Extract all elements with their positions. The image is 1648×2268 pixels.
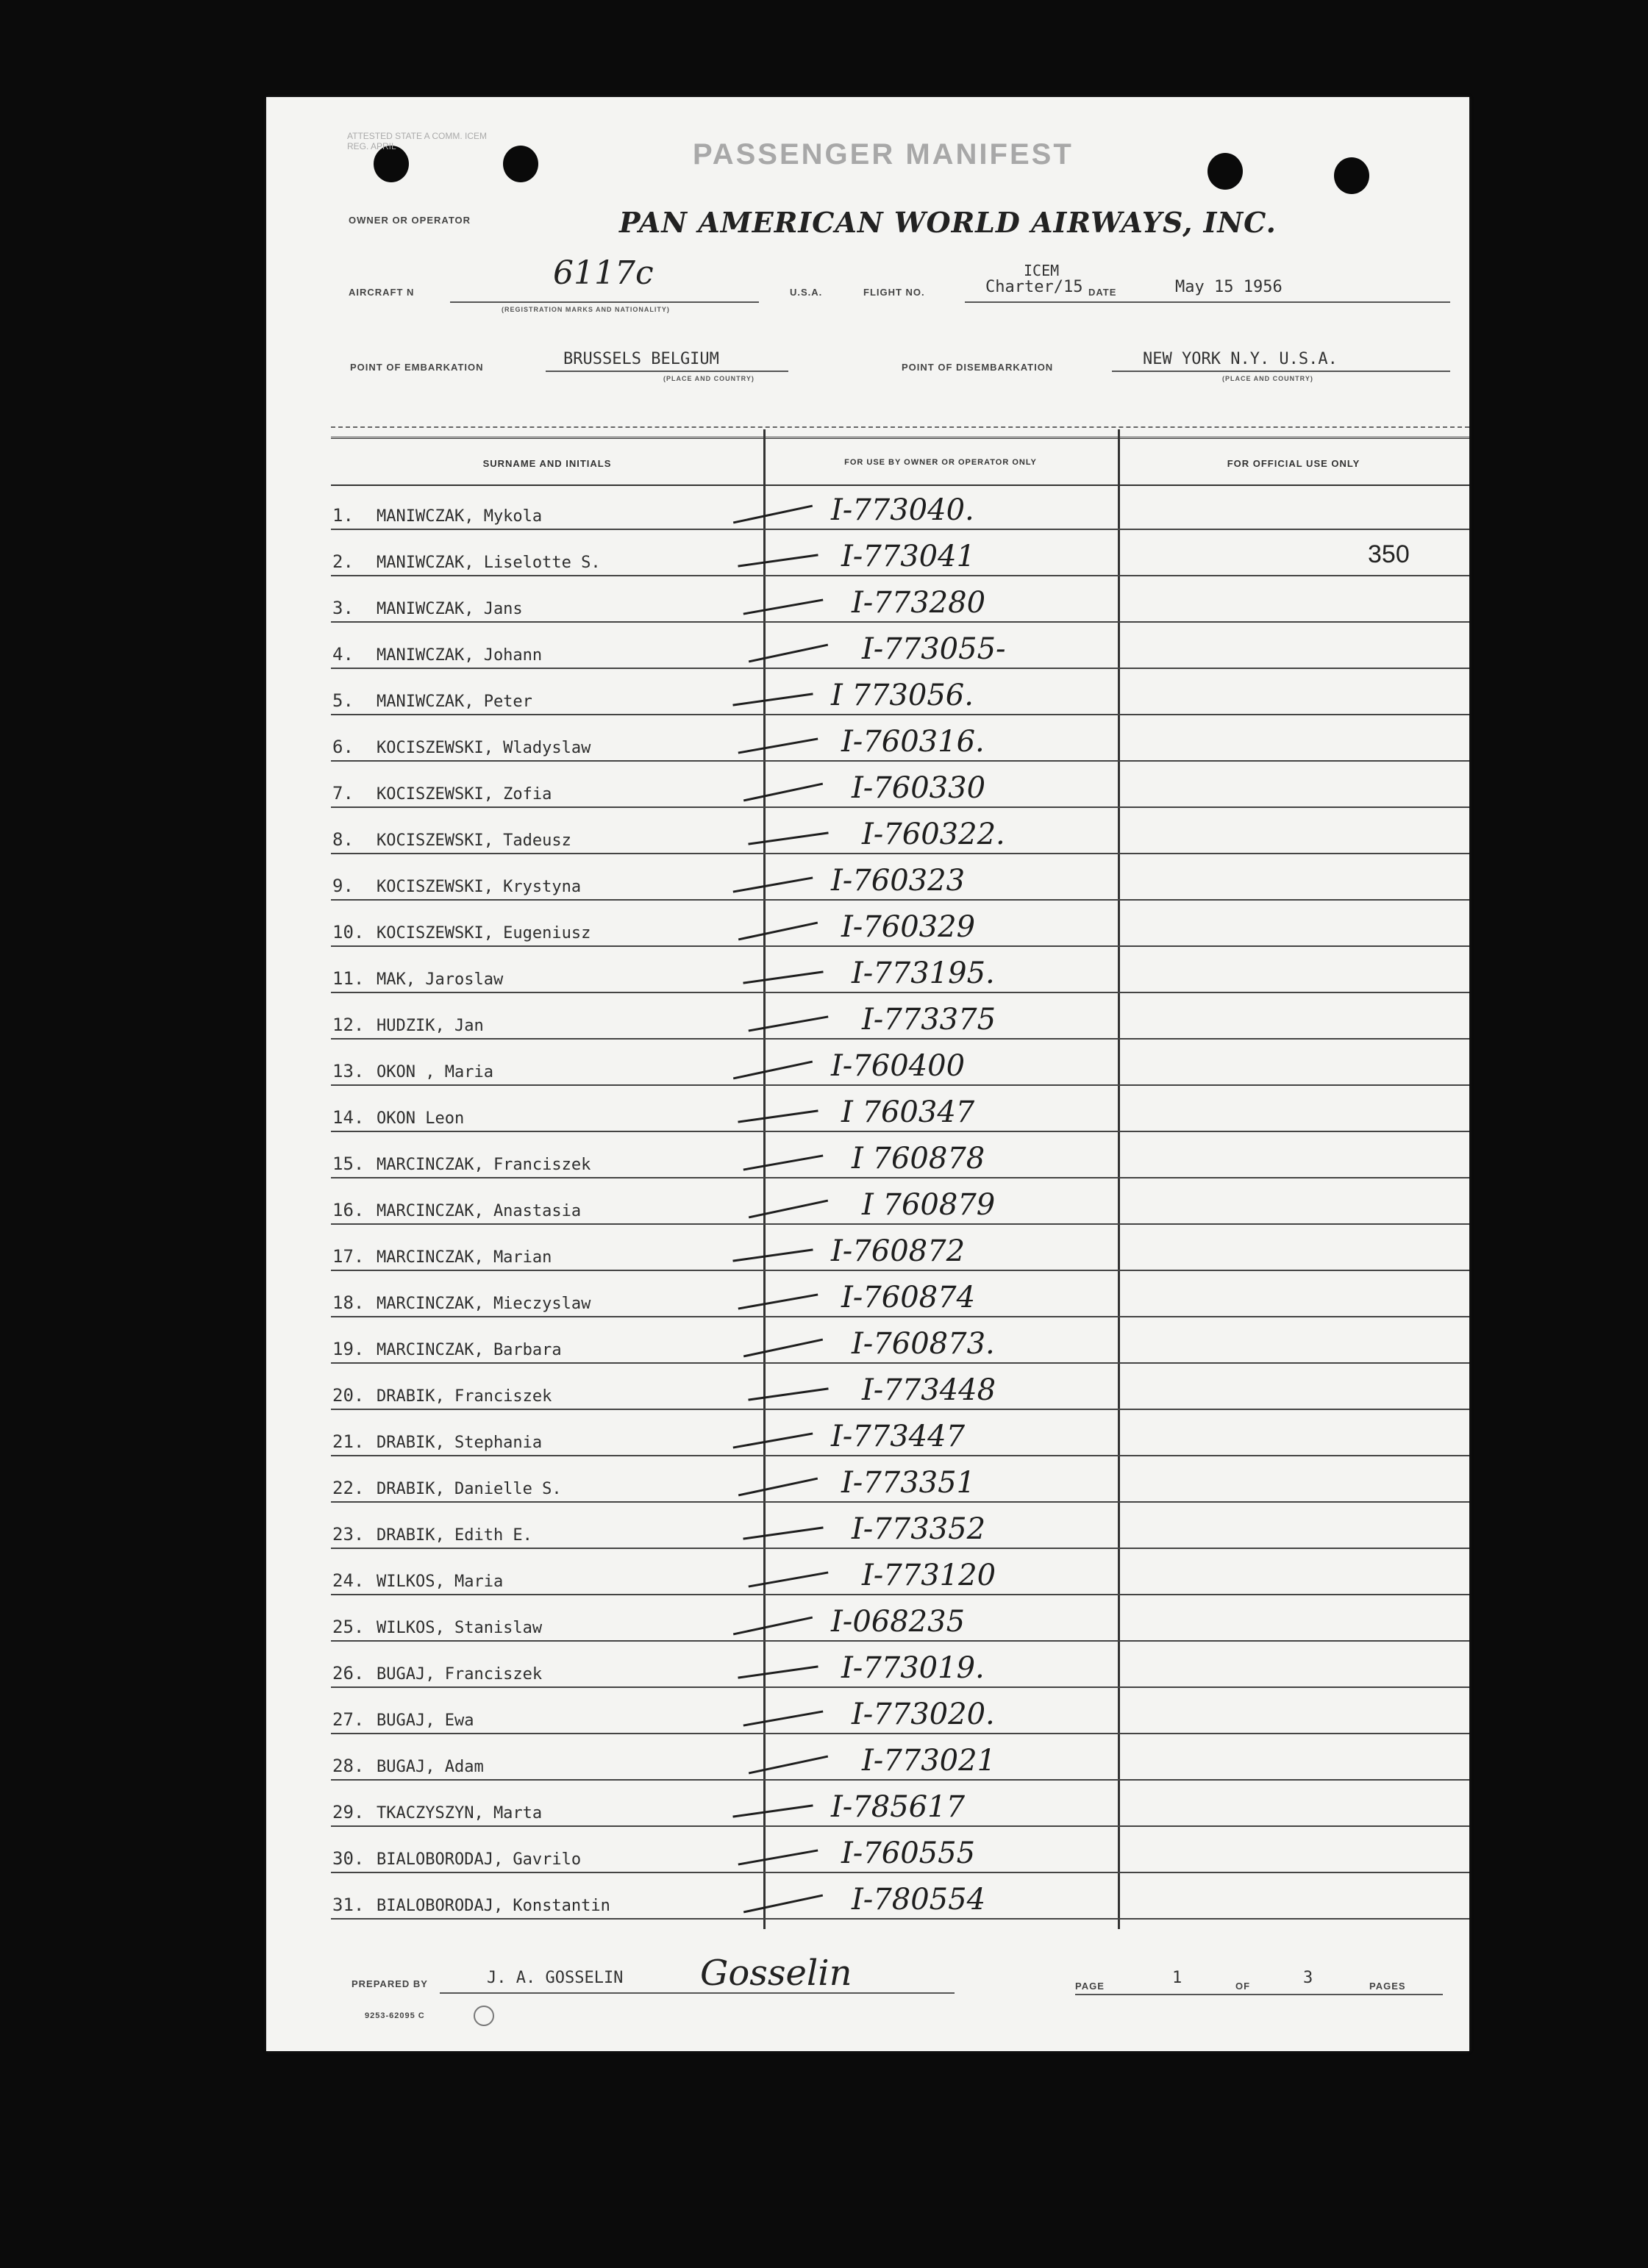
- passenger-name: DRABIK, Franciszek: [377, 1387, 552, 1406]
- check-mark-icon: [733, 1061, 813, 1080]
- row-number: 21.: [332, 1431, 365, 1452]
- table-row: [331, 1316, 1469, 1364]
- prepared-label: PREPARED BY: [352, 1978, 428, 1989]
- row-number: 14.: [332, 1107, 365, 1128]
- signature: Gosselin: [700, 1953, 852, 1994]
- row-number: 12.: [332, 1015, 365, 1035]
- check-mark-icon: [732, 1804, 813, 1817]
- check-mark-icon: [733, 1432, 813, 1448]
- passenger-name: MARCINCZAK, Marian: [377, 1248, 552, 1267]
- pages-label: PAGES: [1369, 1981, 1406, 1992]
- ticket-number: I-773447: [831, 1420, 966, 1453]
- ticket-number: I-760874: [841, 1281, 976, 1314]
- table-row: [331, 1177, 1469, 1225]
- row-number: 24.: [332, 1570, 365, 1591]
- row-number: 23.: [332, 1524, 365, 1545]
- passenger-name: BIALOBORODAJ, Konstantin: [377, 1897, 610, 1915]
- ticket-number: I-068235: [831, 1605, 966, 1639]
- page-value: 1: [1172, 1969, 1183, 1987]
- passenger-name: MANIWCZAK, Mykola: [377, 507, 543, 526]
- usa-label: U.S.A.: [790, 287, 823, 298]
- table-row: [331, 714, 1469, 762]
- check-mark-icon: [738, 1665, 818, 1678]
- passenger-name: BUGAJ, Franciszek: [377, 1665, 543, 1684]
- row-number: 2.: [332, 551, 354, 572]
- ticket-number: I-773280: [852, 586, 986, 620]
- passenger-name: DRABIK, Edith E.: [377, 1526, 532, 1545]
- punch-hole: [1208, 153, 1243, 190]
- passenger-name: MARCINCZAK, Anastasia: [377, 1202, 582, 1220]
- ticket-number: I-760330: [852, 771, 986, 805]
- ticket-number: I-773351: [841, 1466, 976, 1500]
- row-number: 28.: [332, 1756, 365, 1776]
- ticket-number: I-760555: [841, 1836, 976, 1870]
- check-mark-icon: [743, 1339, 823, 1358]
- ticket-number: I-760329: [841, 910, 976, 944]
- check-mark-icon: [738, 737, 818, 754]
- form-code: 9253-62095 C: [365, 2011, 425, 2020]
- disembark-label: POINT OF DISEMBARKATION: [902, 362, 1054, 373]
- ticket-number: I-780554: [852, 1883, 986, 1917]
- embark-value: BRUSSELS BELGIUM: [563, 350, 719, 368]
- aircraft-underline: [450, 301, 759, 303]
- punch-hole: [503, 146, 538, 182]
- ticket-number: I-773375: [862, 1003, 996, 1037]
- table-row: [331, 1640, 1469, 1688]
- table-row: [331, 1223, 1469, 1271]
- column-header: SURNAME AND INITIALS: [482, 458, 612, 469]
- table-row: [331, 1084, 1469, 1132]
- ticket-number: I-760873.: [852, 1327, 995, 1361]
- row-number: 26.: [332, 1663, 365, 1684]
- ticket-number: I-760872: [831, 1234, 966, 1268]
- passenger-name: HUDZIK, Jan: [377, 1017, 484, 1035]
- ticket-number: I-760322.: [862, 818, 1005, 851]
- page-underline: [1075, 1994, 1443, 1995]
- table-row: [331, 760, 1469, 808]
- table-row: [331, 529, 1469, 576]
- ticket-number: I 760879: [862, 1188, 996, 1222]
- page-title: PASSENGER MANIFEST: [693, 138, 1074, 171]
- aircraft-sub: (REGISTRATION MARKS AND NATIONALITY): [502, 306, 670, 313]
- row-number: 6.: [332, 737, 354, 757]
- check-mark-icon: [733, 876, 813, 892]
- check-mark-icon: [749, 1756, 828, 1775]
- ticket-number: I 760878: [852, 1142, 985, 1176]
- table-row: [331, 1872, 1469, 1920]
- check-mark-icon: [738, 1849, 818, 1865]
- passenger-name: MANIWCZAK, Peter: [377, 693, 532, 711]
- table-row: [331, 1131, 1469, 1178]
- table-row: [331, 1362, 1469, 1410]
- row-number: 3.: [332, 598, 354, 618]
- ticket-number: I-773041: [841, 540, 976, 573]
- ticket-number: I-773352: [852, 1512, 986, 1546]
- manifest-sheet: [266, 97, 1469, 2051]
- embark-sub: (PLACE AND COUNTRY): [663, 375, 755, 382]
- row-number: 20.: [332, 1385, 365, 1406]
- check-mark-icon: [748, 831, 828, 845]
- row-number: 4.: [332, 644, 354, 665]
- row-number: 9.: [332, 876, 354, 896]
- row-number: 1.: [332, 505, 354, 526]
- column-header: FOR OFFICIAL USE ONLY: [1227, 458, 1360, 469]
- passenger-name: WILKOS, Stanislaw: [377, 1619, 543, 1637]
- check-mark-icon: [743, 970, 823, 984]
- table-row: [331, 1733, 1469, 1781]
- check-mark-icon: [738, 1109, 818, 1123]
- check-mark-icon: [738, 1478, 818, 1497]
- check-mark-icon: [743, 1154, 824, 1170]
- ticket-number: I-773021: [862, 1744, 996, 1778]
- table-row: [331, 1038, 1469, 1086]
- flight-value: Charter/15: [985, 278, 1083, 296]
- table-row: [331, 1548, 1469, 1595]
- check-mark-icon: [733, 505, 813, 524]
- passenger-name: MARCINCZAK, Franciszek: [377, 1156, 591, 1174]
- row-number: 13.: [332, 1061, 365, 1081]
- table-row: [331, 1779, 1469, 1827]
- ticket-number: I-773448: [862, 1373, 996, 1407]
- check-mark-icon: [749, 644, 828, 663]
- ticket-number: I-760316.: [841, 725, 985, 759]
- row-number: 15.: [332, 1153, 365, 1174]
- passenger-name: MAK, Jaroslaw: [377, 970, 504, 989]
- ticket-number: I-785617: [831, 1790, 966, 1824]
- check-mark-icon: [743, 1526, 823, 1539]
- union-bug-icon: [474, 2006, 494, 2026]
- table-row: [331, 806, 1469, 854]
- owner-label: OWNER OR OPERATOR: [349, 215, 471, 226]
- passenger-name: MANIWCZAK, Liselotte S.: [377, 554, 601, 572]
- passenger-name: TKACZYSZYN, Marta: [377, 1804, 543, 1822]
- row-number: 31.: [332, 1895, 365, 1915]
- table-row: [331, 1825, 1469, 1873]
- official-use-value: 350: [1368, 540, 1410, 568]
- passenger-name: MANIWCZAK, Jans: [377, 600, 523, 618]
- owner-value: PAN AMERICAN WORLD AIRWAYS, INC.: [619, 206, 1277, 239]
- table-row: [331, 1686, 1469, 1734]
- table-row: [331, 1409, 1469, 1456]
- row-number: 22.: [332, 1478, 365, 1498]
- flight-icem: ICEM: [1024, 262, 1060, 279]
- table-row: [331, 482, 1469, 530]
- passenger-name: KOCISZEWSKI, Krystyna: [377, 878, 582, 896]
- row-number: 10.: [332, 922, 365, 942]
- table-row: [331, 668, 1469, 715]
- row-number: 8.: [332, 829, 354, 850]
- passenger-name: BUGAJ, Adam: [377, 1758, 484, 1776]
- ticket-number: I-773020.: [852, 1698, 995, 1731]
- date-label: DATE: [1088, 287, 1117, 298]
- ticket-number: I-760400: [831, 1049, 966, 1083]
- of-value: 3: [1303, 1969, 1313, 1987]
- table-row: [331, 853, 1469, 901]
- flight-date-underline: [965, 301, 1450, 303]
- passenger-name: MARCINCZAK, Mieczyslaw: [377, 1295, 591, 1313]
- check-mark-icon: [743, 1710, 824, 1726]
- table-row: [331, 1501, 1469, 1549]
- check-mark-icon: [732, 1248, 813, 1262]
- passenger-name: KOCISZEWSKI, Eugeniusz: [377, 924, 591, 942]
- row-number: 27.: [332, 1709, 365, 1730]
- column-header: FOR USE BY OWNER OR OPERATOR ONLY: [844, 458, 1037, 467]
- row-number: 17.: [332, 1246, 365, 1267]
- passenger-name: MARCINCZAK, Barbara: [377, 1341, 562, 1359]
- row-number: 11.: [332, 968, 365, 989]
- check-mark-icon: [733, 1617, 813, 1636]
- check-mark-icon: [732, 693, 813, 706]
- passenger-name: BUGAJ, Ewa: [377, 1711, 474, 1730]
- passenger-name: OKON , Maria: [377, 1063, 493, 1081]
- disembark-sub: (PLACE AND COUNTRY): [1222, 375, 1313, 382]
- aircraft-label: AIRCRAFT N: [349, 287, 415, 298]
- passenger-name: DRABIK, Stephania: [377, 1434, 543, 1452]
- of-label: OF: [1235, 1981, 1251, 1992]
- table-row: [331, 1455, 1469, 1503]
- table-header: [331, 437, 1469, 486]
- check-mark-icon: [748, 1387, 828, 1400]
- punch-hole: [1334, 157, 1369, 194]
- row-number: 25.: [332, 1617, 365, 1637]
- disembark-underline: [1112, 371, 1450, 372]
- disembark-value: NEW YORK N.Y. U.S.A.: [1143, 350, 1338, 368]
- table-row: [331, 621, 1469, 669]
- ticket-number: I-773055-: [862, 632, 1006, 666]
- passenger-name: KOCISZEWSKI, Wladyslaw: [377, 739, 591, 757]
- ticket-number: I-773040.: [831, 493, 974, 527]
- date-value: May 15 1956: [1175, 278, 1283, 296]
- row-number: 16.: [332, 1200, 365, 1220]
- check-mark-icon: [738, 1293, 818, 1309]
- passenger-name: KOCISZEWSKI, Zofia: [377, 785, 552, 804]
- table-row: [331, 945, 1469, 993]
- row-number: 5.: [332, 690, 354, 711]
- ticket-number: I 773056.: [831, 679, 974, 712]
- row-number: 29.: [332, 1802, 365, 1822]
- aircraft-value: 6117c: [553, 254, 654, 292]
- ticket-number: I-773120: [862, 1559, 996, 1592]
- table-top-rule: [331, 426, 1469, 428]
- check-mark-icon: [749, 1571, 829, 1587]
- prepared-underline: [440, 1992, 955, 1994]
- passenger-name: DRABIK, Danielle S.: [377, 1480, 562, 1498]
- table-row: [331, 899, 1469, 947]
- passenger-name: KOCISZEWSKI, Tadeusz: [377, 831, 571, 850]
- flight-label: FLIGHT NO.: [863, 287, 925, 298]
- prepared-value: J. A. GOSSELIN: [487, 1969, 624, 1987]
- check-mark-icon: [749, 1015, 829, 1031]
- check-mark-icon: [743, 598, 824, 615]
- ticket-number: I 760347: [841, 1095, 975, 1129]
- passenger-name: OKON Leon: [377, 1109, 465, 1128]
- row-number: 30.: [332, 1848, 365, 1869]
- table-row: [331, 575, 1469, 623]
- ticket-number: I-773195.: [852, 956, 995, 990]
- passenger-name: MANIWCZAK, Johann: [377, 646, 543, 665]
- embark-underline: [546, 371, 788, 372]
- check-mark-icon: [749, 1200, 828, 1219]
- check-mark-icon: [743, 783, 823, 802]
- table-row: [331, 1594, 1469, 1642]
- check-mark-icon: [743, 1895, 823, 1914]
- passenger-name: WILKOS, Maria: [377, 1573, 504, 1591]
- row-number: 18.: [332, 1292, 365, 1313]
- row-number: 7.: [332, 783, 354, 804]
- ticket-number: I-760323: [831, 864, 966, 898]
- embark-label: POINT OF EMBARKATION: [350, 362, 484, 373]
- check-mark-icon: [738, 922, 818, 941]
- table-row: [331, 1270, 1469, 1317]
- attestation-stamp: ATTESTED STATE A COMM. ICEM REG. APRIL: [347, 131, 488, 151]
- check-mark-icon: [738, 554, 818, 567]
- passenger-name: BIALOBORODAJ, Gavrilo: [377, 1850, 582, 1869]
- page-label: PAGE: [1075, 1981, 1105, 1992]
- row-number: 19.: [332, 1339, 365, 1359]
- table-row: [331, 992, 1469, 1040]
- ticket-number: I-773019.: [841, 1651, 985, 1685]
